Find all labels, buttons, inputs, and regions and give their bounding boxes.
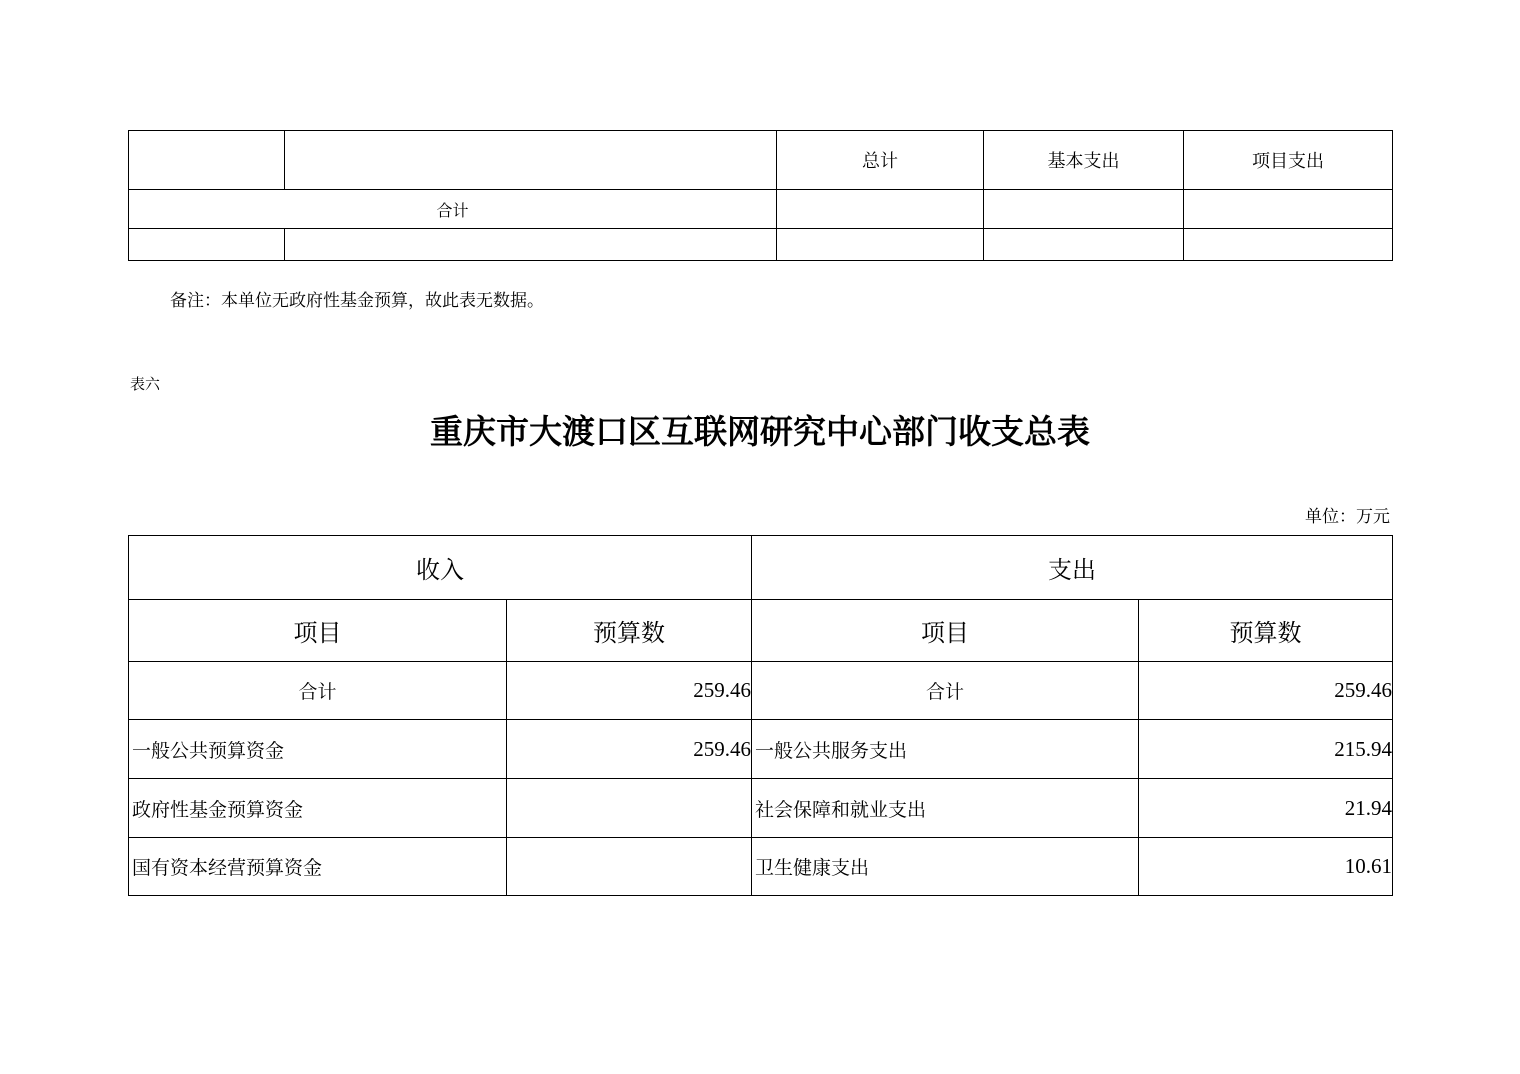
empty-cell [285,229,777,261]
expense-value: 21.94 [1139,779,1393,838]
income-expense-summary-table [128,535,1393,896]
expense-total-value: 259.46 [1139,662,1393,720]
empty-cell [129,229,285,261]
table-row [129,720,1393,779]
expense-budget-col-header: 预算数 [1139,600,1393,662]
header-project-expense: 项目支出 [1184,131,1393,190]
empty-cell [777,229,984,261]
empty-cell [984,190,1184,229]
header-cell [129,131,285,190]
government-fund-table [128,130,1393,261]
income-value [507,838,752,896]
table-row [129,838,1393,896]
empty-cell [1184,190,1393,229]
remark-note: 备注：本单位无政府性基金预算，故此表无数据。 [170,291,544,311]
expense-value: 215.94 [1139,720,1393,779]
empty-cell [984,229,1184,261]
expense-value: 10.61 [1139,838,1393,896]
income-item-col-header: 项目 [129,600,507,662]
header-basic-expense: 基本支出 [984,131,1184,190]
expense-item-col-header: 项目 [752,600,1139,662]
page-title: 重庆市大渡口区互联网研究中心部门收支总表 [430,412,1090,451]
empty-cell [777,190,984,229]
income-total-label: 合计 [129,662,507,720]
unit-label: 单位：万元 [1305,507,1390,527]
income-value: 259.46 [507,720,752,779]
table-number-label: 表六 [130,375,161,393]
expense-item: 卫生健康支出 [752,838,1139,896]
table-row [129,779,1393,838]
expense-total-label: 合计 [752,662,1139,720]
expense-item: 社会保障和就业支出 [752,779,1139,838]
header-cell [285,131,777,190]
income-item: 国有资本经营预算资金 [129,838,507,896]
total-row-label: 合计 [129,190,777,229]
header-total: 总计 [777,131,984,190]
income-budget-col-header: 预算数 [507,600,752,662]
empty-cell [1184,229,1393,261]
income-total-value: 259.46 [507,662,752,720]
expense-item: 一般公共服务支出 [752,720,1139,779]
income-item: 政府性基金预算资金 [129,779,507,838]
income-item: 一般公共预算资金 [129,720,507,779]
income-value [507,779,752,838]
income-header: 收入 [129,536,752,600]
expense-header: 支出 [752,536,1393,600]
